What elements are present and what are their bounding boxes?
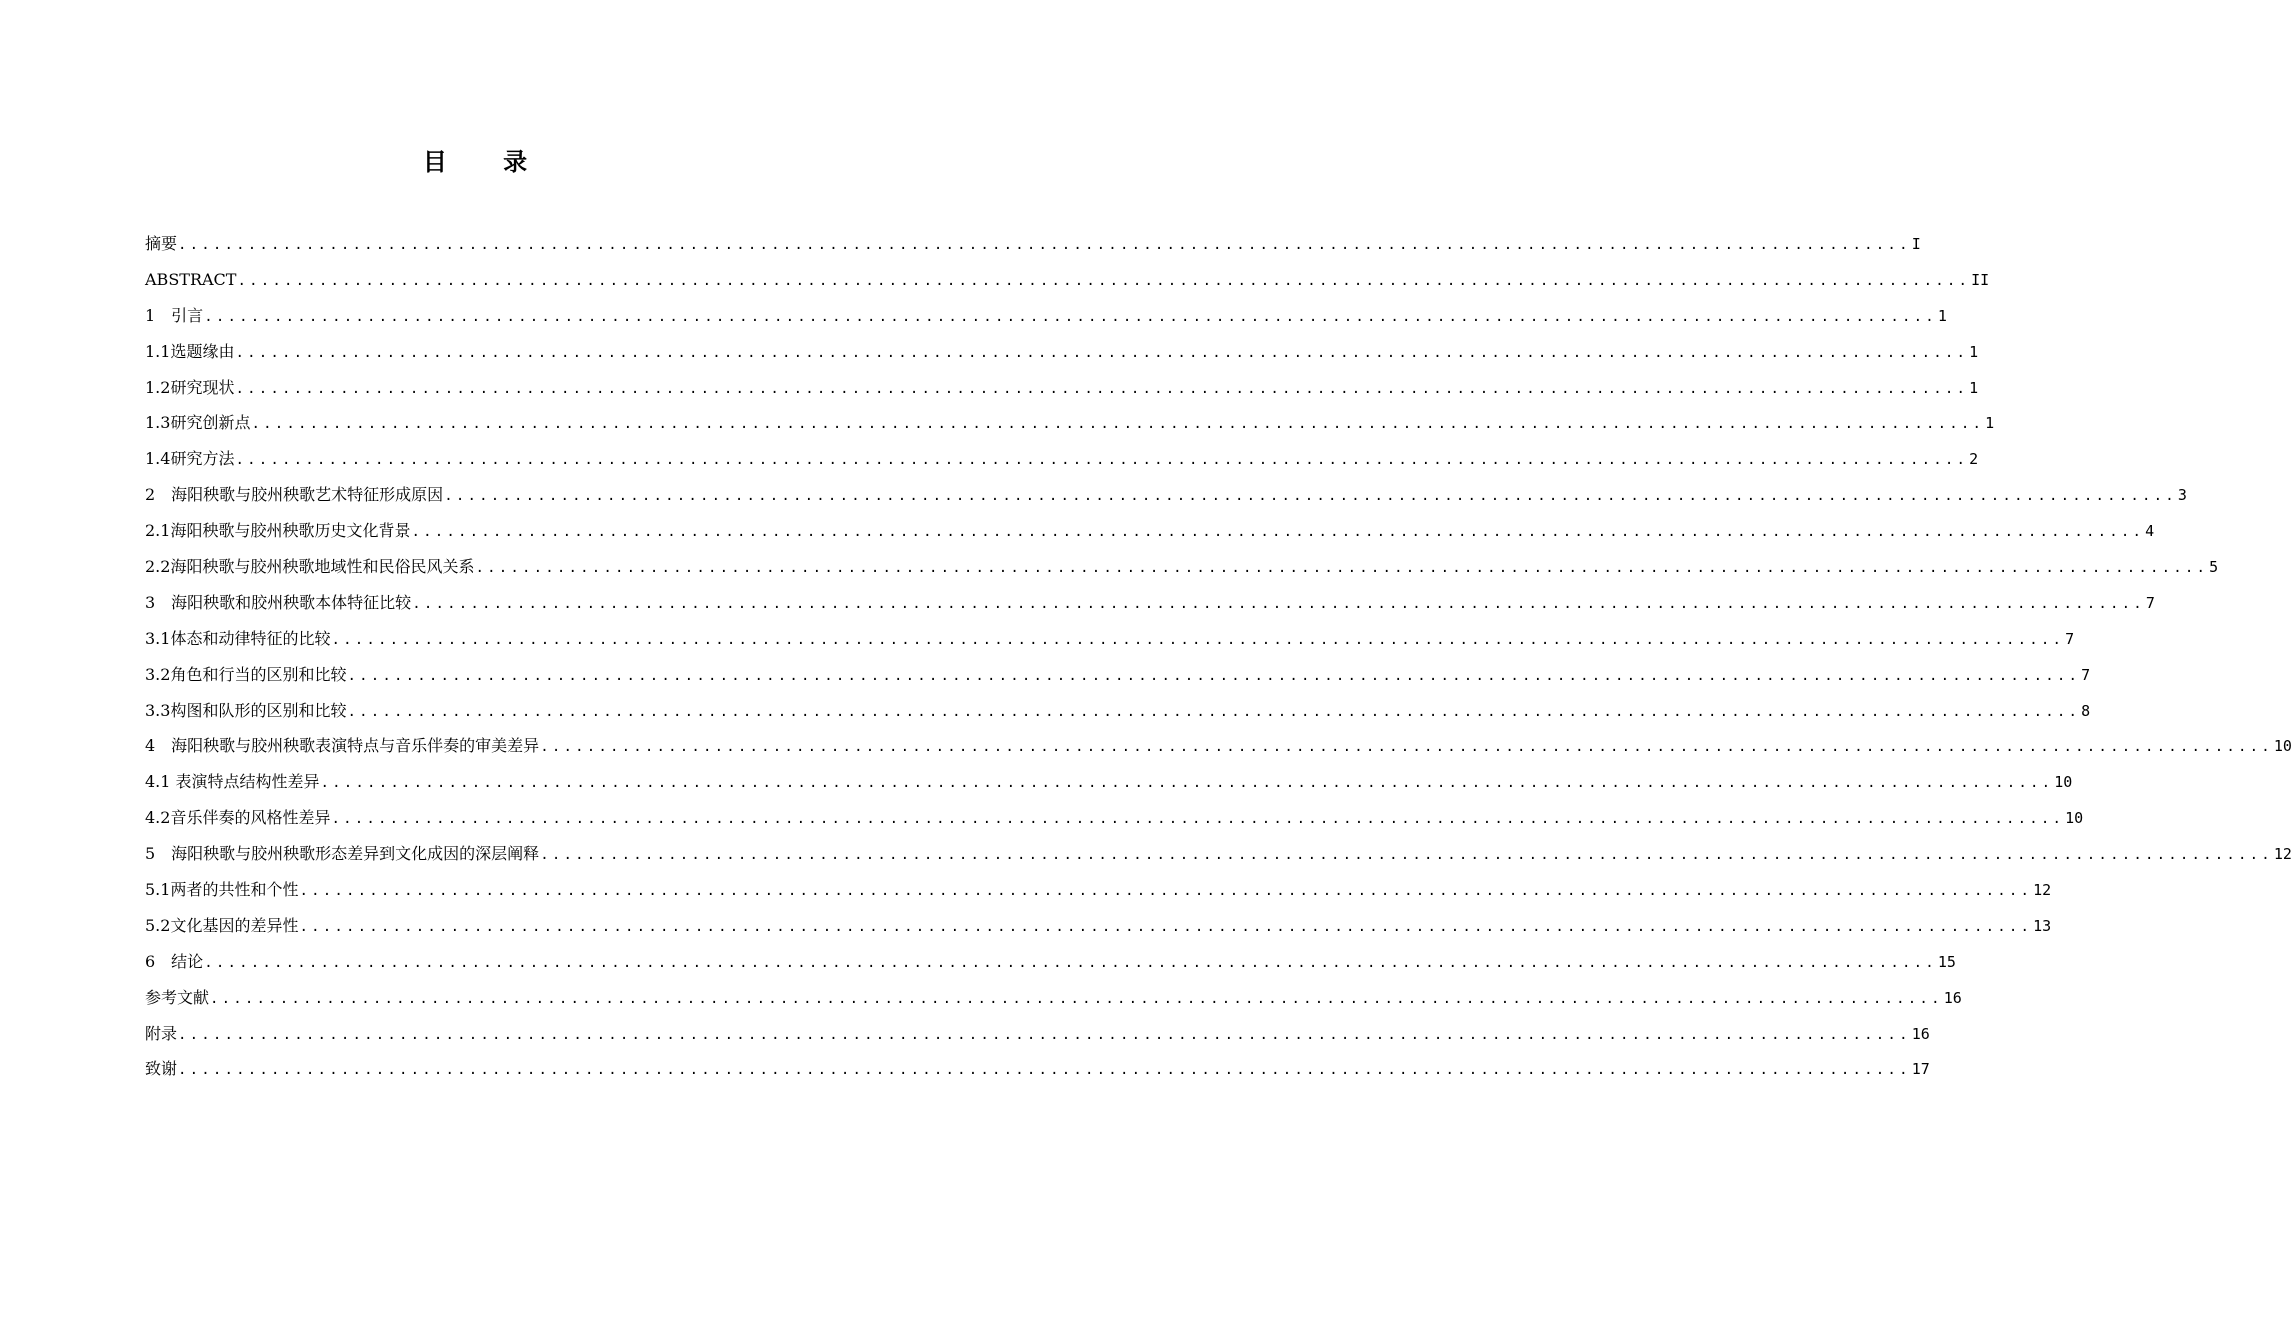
toc-entry[interactable]	[145, 477, 2187, 513]
toc-entry-page: 7	[2145, 593, 2155, 612]
dot-leader: .....................................................................................................................................................	[347, 667, 2081, 684]
dot-leader: .....................................................................................................................................................	[411, 524, 2145, 541]
toc-entry-label: 3.1体态和动律特征的比较	[145, 628, 331, 648]
dot-leader: .....................................................................................................................................................	[178, 1062, 1911, 1079]
toc-entry[interactable]	[145, 1016, 1930, 1052]
toc-entry[interactable]	[145, 764, 2073, 800]
toc-entry-page: 12	[2273, 845, 2292, 864]
toc-entry-label: 摘要	[145, 234, 178, 253]
toc-entry-page: 1	[1985, 414, 1995, 433]
dot-leader: .....................................................................................................................................................	[412, 595, 2145, 612]
toc-entry-label: 4 海阳秧歌与胶州秧歌表演特点与音乐伴奏的审美差异	[145, 736, 540, 756]
toc-entry[interactable]	[145, 944, 1956, 980]
toc-entry-label: 1.1选题缘由	[145, 341, 235, 361]
toc-entry[interactable]	[145, 800, 2084, 836]
dot-leader: .....................................................................................................................................................	[178, 237, 1911, 253]
toc-entry-label: 2.1海阳秧歌与胶州秧歌历史文化背景	[145, 521, 411, 541]
toc-entry-page: 10	[2273, 737, 2292, 756]
toc-entry[interactable]	[145, 728, 2292, 764]
toc-entry-page: 1	[1937, 306, 1947, 325]
dot-leader: .....................................................................................................................................................	[204, 308, 1937, 325]
toc-entry[interactable]	[145, 621, 2075, 657]
toc-entry-label: 致谢	[145, 1059, 178, 1079]
dot-leader: .....................................................................................................................................................	[320, 775, 2054, 792]
toc-entry-page: 13	[2033, 916, 2052, 935]
toc-entry-page: II	[1971, 270, 1990, 289]
toc-entry[interactable]	[145, 693, 2091, 729]
toc-entry-page: 17	[1911, 1060, 1930, 1079]
toc-entry[interactable]	[145, 513, 2155, 549]
toc-entry-page: 5	[2209, 558, 2219, 577]
toc-entry-label: 6 结论	[145, 951, 204, 971]
dot-leader: .....................................................................................................................................................	[331, 631, 2065, 648]
dot-leader: .....................................................................................................................................................	[235, 380, 1969, 397]
page-title: 目 录	[422, 147, 552, 176]
toc-entry[interactable]	[145, 980, 1962, 1016]
toc-entry[interactable]	[145, 549, 2219, 585]
toc-entry-label: 1.3研究创新点	[145, 413, 251, 433]
dot-leader: .....................................................................................................................................................	[237, 272, 1971, 289]
dot-leader: .....................................................................................................................................................	[475, 560, 2209, 577]
toc-entry-label: 1.2研究现状	[145, 377, 235, 397]
toc-entry[interactable]	[145, 585, 2155, 621]
toc-entry-label: 1 引言	[145, 305, 204, 325]
toc-entry[interactable]	[145, 226, 1921, 262]
toc-entry-page: 12	[2033, 881, 2052, 900]
toc-entry-label: 4.1 表演特点结构性差异	[145, 772, 320, 792]
toc-entry[interactable]	[145, 262, 1990, 298]
toc-entry-page: 16	[1911, 1024, 1930, 1043]
toc-entry-label: 4.2音乐伴奏的风格性差异	[145, 808, 331, 828]
dot-leader: .....................................................................................................................................................	[299, 883, 2033, 900]
dot-leader: .....................................................................................................................................................	[540, 739, 2273, 756]
table-of-contents	[145, 226, 2292, 1087]
toc-entry-page: 1	[1969, 342, 1979, 361]
dot-leader: .....................................................................................................................................................	[299, 918, 2033, 935]
dot-leader: .....................................................................................................................................................	[331, 811, 2065, 828]
toc-entry-label: 3 海阳秧歌和胶州秧歌本体特征比较	[145, 592, 412, 612]
toc-entry-label: 5.2文化基因的差异性	[145, 915, 299, 935]
toc-entry-page: 7	[2065, 629, 2075, 648]
toc-entry-label: 5 海阳秧歌与胶州秧歌形态差异到文化成因的深层阐释	[145, 844, 540, 864]
toc-entry-page: 3	[2177, 486, 2187, 505]
toc-entry-page: 16	[1943, 988, 1962, 1007]
toc-entry-page: 15	[1937, 952, 1956, 971]
dot-leader: .....................................................................................................................................................	[347, 703, 2081, 720]
toc-entry-label: 1.4研究方法	[145, 449, 235, 469]
toc-entry-label: 参考文献	[145, 987, 210, 1007]
toc-entry-label: 2.2海阳秧歌与胶州秧歌地域性和民俗民风关系	[145, 557, 475, 577]
toc-entry-page: 10	[2054, 773, 2073, 792]
dot-leader: .....................................................................................................................................................	[210, 990, 1943, 1007]
toc-entry[interactable]	[145, 908, 2052, 944]
toc-entry[interactable]	[145, 370, 1979, 406]
toc-entry-page: 8	[2081, 701, 2091, 720]
toc-entry-label: 5.1两者的共性和个性	[145, 880, 299, 900]
toc-entry-label: 3.3构图和队形的区别和比较	[145, 700, 347, 720]
toc-entry-page: 4	[2145, 522, 2155, 541]
toc-entry[interactable]	[145, 298, 1947, 334]
toc-entry-label: 附录	[145, 1023, 178, 1043]
toc-entry[interactable]	[145, 657, 2091, 693]
dot-leader: .....................................................................................................................................................	[235, 452, 1969, 469]
dot-leader: .....................................................................................................................................................	[540, 847, 2273, 864]
dot-leader: .....................................................................................................................................................	[178, 1026, 1911, 1043]
toc-entry[interactable]	[145, 1051, 1930, 1087]
toc-entry-page: 7	[2081, 665, 2091, 684]
toc-entry[interactable]	[145, 441, 1979, 477]
toc-entry-page: 10	[2065, 809, 2084, 828]
toc-entry-page: 2	[1969, 450, 1979, 469]
dot-leader: .....................................................................................................................................................	[251, 416, 1985, 433]
dot-leader: .....................................................................................................................................................	[235, 344, 1969, 361]
toc-entry[interactable]	[145, 334, 1979, 370]
toc-entry[interactable]	[145, 836, 2292, 872]
dot-leader: .....................................................................................................................................................	[204, 954, 1937, 971]
toc-entry-label: ABSTRACT	[145, 269, 237, 289]
toc-entry-label: 3.2角色和行当的区别和比较	[145, 664, 347, 684]
toc-entry-page: 1	[1969, 378, 1979, 397]
toc-entry[interactable]	[145, 405, 1995, 441]
toc-entry-page: I	[1911, 235, 1921, 253]
toc-entry[interactable]	[145, 872, 2052, 908]
dot-leader: .....................................................................................................................................................	[444, 488, 2177, 505]
toc-entry-label: 2 海阳秧歌与胶州秧歌艺术特征形成原因	[145, 485, 444, 505]
